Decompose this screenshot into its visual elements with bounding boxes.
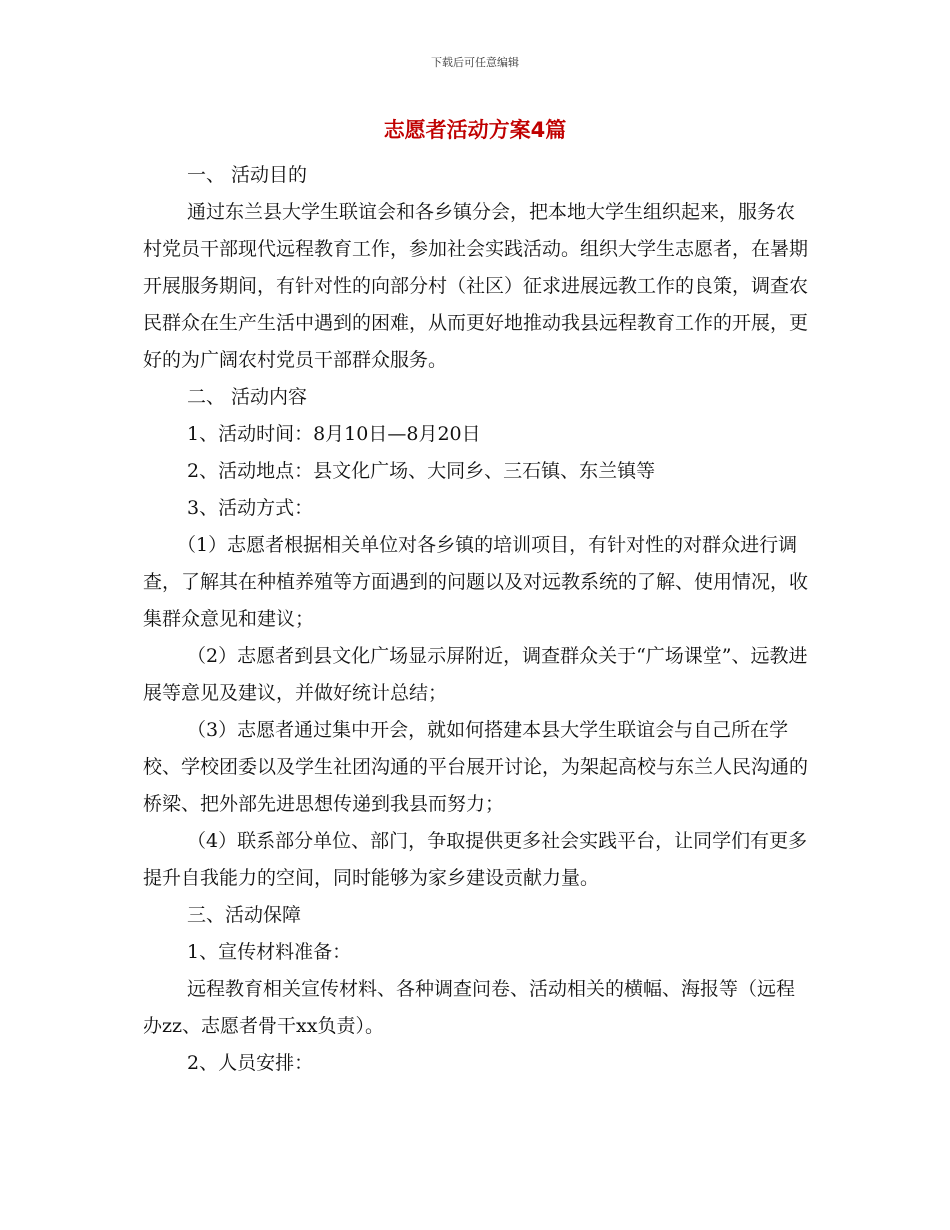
list-item-method: 3、活动方式： (187, 497, 314, 519)
section-heading-support: 三、活动保障 (187, 904, 302, 926)
paragraph-materials: 远程教育相关宣传材料、各种调查问卷、活动相关的横幅、海报等（远程办zz、志愿者骨干xx负责）。 (143, 978, 796, 1037)
method-item-4: （4）联系部分单位、部门，争取提供更多社会实践平台，让同学们有更多提升自我能力的空间，同时能够为家乡建设贡献力量。 (143, 830, 808, 889)
list-item-time: 1、活动时间：8月10日—8月20日 (187, 423, 481, 445)
list-item-staff: 2、人员安排： (187, 1052, 314, 1074)
document-body (143, 157, 808, 1082)
header-note: 下载后可任意编辑 (431, 56, 519, 69)
list-item-location: 2、活动地点：县文化广场、大同乡、三石镇、东兰镇等 (187, 460, 656, 482)
section-heading-content: 二、 活动内容 (187, 386, 308, 408)
paragraph-purpose: 通过东兰县大学生联谊会和各乡镇分会，把本地大学生组织起来，服务农村党员干部现代远程教育工作，参加社会实践活动。组织大学生志愿者，在暑期开展服务期间，有针对性的向部分村（社区）征求进展远教工作的良策，调查农民群众在生产生活中遇到的困难，从而更好地推动我县远程教育工作的开展，更好的为广阔农村党员干部群众服务。 (143, 201, 809, 371)
section-heading-purpose: 一、 活动目的 (187, 164, 308, 186)
list-item-materials: 1、宣传材料准备： (187, 941, 352, 963)
method-item-1: （1）志愿者根据相关单位对各乡镇的培训项目，有针对性的对群众进行调查，了解其在种植养殖等方面遇到的问题以及对远教系统的了解、使用情况，收集群众意见和建议； (143, 534, 809, 630)
method-item-2: （2）志愿者到县文化广场显示屏附近，调查群众关于“广场课堂”、远教进展等意见及建议，并做好统计总结； (143, 645, 808, 704)
document-title: 志愿者活动方案4篇 (383, 118, 567, 142)
method-item-3: （3）志愿者通过集中开会，就如何搭建本县大学生联谊会与自己所在学校、学校团委以及学生社团沟通的平台展开讨论，为架起高校与东兰人民沟通的桥梁、把外部先进思想传递到我县而努力； (143, 719, 809, 815)
